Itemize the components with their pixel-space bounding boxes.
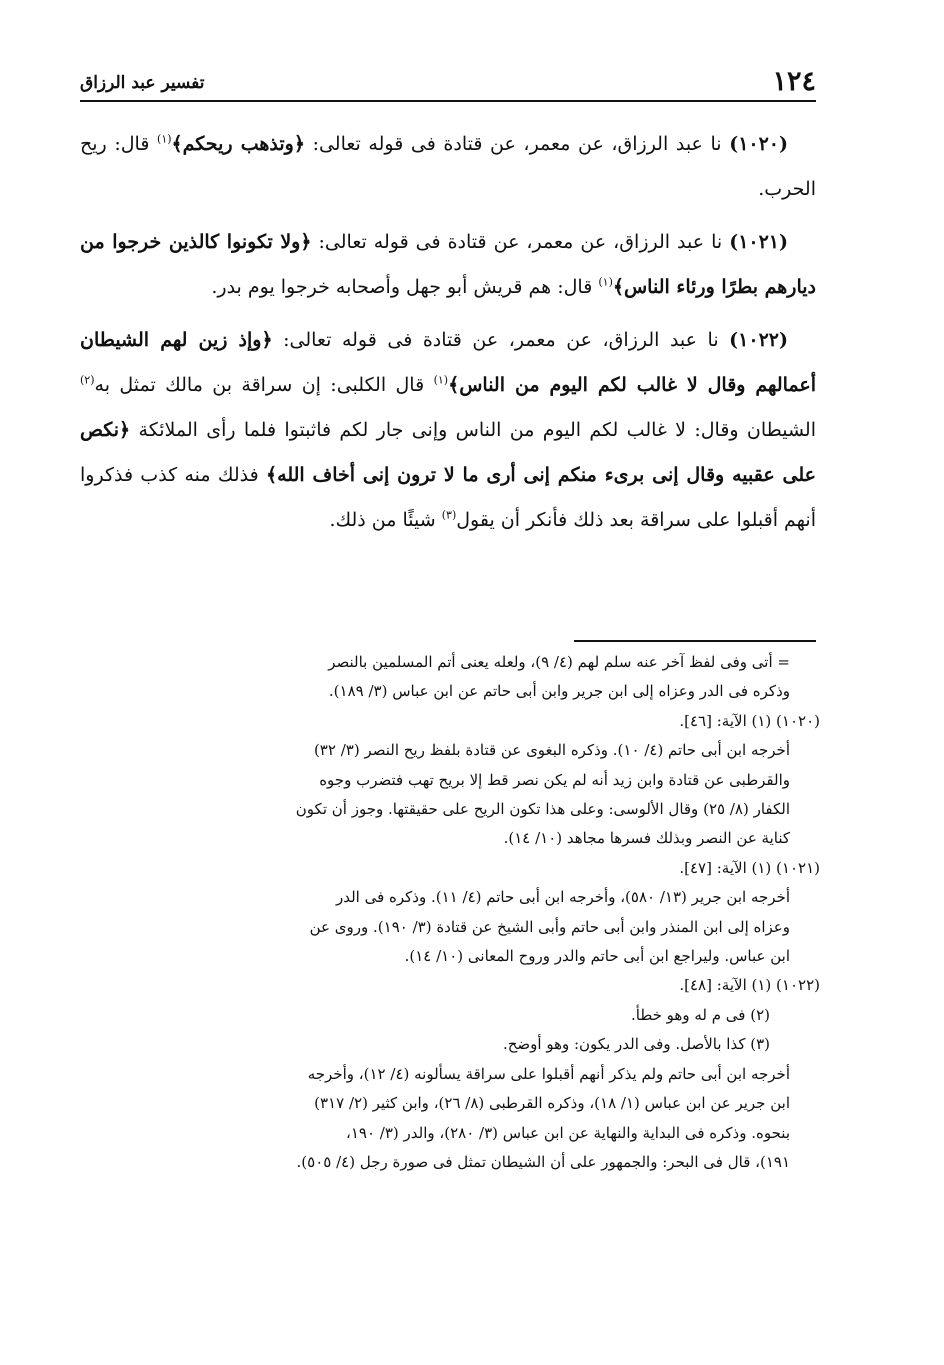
commentary: قال: ريح الحرب. <box>80 133 816 200</box>
footnote-heading: (١٠٢١) (١) الآية: [٤٧]. <box>679 858 820 877</box>
commentary: قال: هم قريش أبو جهل وأصحابه خرجوا يوم بدر. <box>211 276 593 298</box>
footnote-mark: (٢) <box>80 373 95 387</box>
quran-verse: ﴿ولا تكونوا كالذين خرجوا من ديارهم بطرًا ورئاء الناس﴾ <box>80 231 816 298</box>
footnote-line: بنحوه. وذكره فى البداية والنهاية عن ابن عباس (٣/ ٢٨٠)، والدر (٣/ ١٩٠، <box>345 1123 790 1142</box>
footnote-mark: (٣) <box>441 508 457 522</box>
entry-number: (١٠٢٠) <box>729 133 789 155</box>
footnote-line: كناية عن النصر وبذلك فسرها مجاهد (١٠/ ١٤). <box>503 829 790 848</box>
quran-verse: ﴿وتذهب ريحكم﴾ <box>171 133 305 155</box>
footnote-line: أخرجه ابن جرير (١٣/ ٥٨٠)، وأخرجه ابن أبى حاتم (٤/ ١١). وذكره فى الدر <box>335 888 790 907</box>
footnote-mark: (١) <box>157 132 172 146</box>
footnote-line: الكفار (٨/ ٢٥) وقال الألوسى: وعلى هذا تكون الريح على حقيقتها. وجوز أن تكون <box>295 800 790 819</box>
footnote-heading: (١٠٢٢) (١) الآية: [٤٨]. <box>679 976 820 995</box>
footnote-line: ١٩١)، قال فى البحر: والجمهور على أن الشيطان تمثل فى صورة رجل (٤/ ٥٠٥). <box>296 1152 790 1171</box>
isnad: نا عبد الرزاق، عن معمر، عن قتادة فى قوله تعالى: <box>283 329 719 351</box>
footnote-line: (٢) فى م له وهو خطأ. <box>630 1005 770 1024</box>
main-text <box>80 122 816 551</box>
footnote-line: ابن عباس. وليراجع ابن أبى حاتم والدر وروح المعانى (١٠/ ١٤). <box>404 947 790 966</box>
footnote-line: (٣) كذا بالأصل. وفى الدر يكون: وهو أوضح. <box>502 1035 770 1054</box>
footnote-line: ابن جرير عن ابن عباس (١/ ١٨)، وذكره القرطبى (٨/ ٢٦)، وابن كثير (٢/ ٣١٧) <box>314 1094 790 1113</box>
entry-1022 <box>80 318 816 543</box>
commentary: قال الكلبى: إن سراقة بن مالك تمثل به <box>94 374 425 396</box>
entry-number: (١٠٢٢) <box>729 329 788 351</box>
footnote-heading: (١٠٢٠) (١) الآية: [٤٦]. <box>679 711 820 730</box>
footnote-mark: (١) <box>598 275 613 289</box>
commentary: فذلك منه كذب فذكروا أنهم أقبلوا على سراقة بعد ذلك فأنكر أن يقول <box>80 464 816 531</box>
entry-1021 <box>80 220 816 310</box>
entry-number: (١٠٢١) <box>729 231 789 253</box>
footnote-line: = أتى وفى لفظ آخر عنه سلم لهم (٤/ ٩)، ولعله يعنى أتم المسلمين بالنصر <box>328 653 790 671</box>
running-header <box>80 66 816 102</box>
footnotes <box>80 648 820 1177</box>
commentary: الشيطان وقال: لا غالب لكم اليوم من الناس وإنى جار لكم فاثبتوا فلما رأى الملائكة <box>138 419 817 441</box>
footnote-line: وذكره فى الدر وعزاه إلى ابن جرير وابن أبى حاتم عن ابن عباس (٣/ ١٨٩). <box>328 682 790 701</box>
commentary: شيئًا من ذلك. <box>329 509 436 531</box>
footnote-line: وعزاه إلى ابن المنذر وابن أبى حاتم وأبى الشيخ عن قتادة (٣/ ١٩٠). وروى عن <box>309 917 790 936</box>
page-number: ١٢٤ <box>772 66 816 97</box>
entry-1020 <box>80 122 816 212</box>
footnote-mark: (١) <box>433 373 449 387</box>
footnote-line: والقرطبى عن قتادة وابن زيد أنه لم يكن نصر قط إلا بريح تهب فتضرب وجوه <box>319 770 790 789</box>
footnote-divider <box>574 640 816 642</box>
isnad: نا عبد الرزاق، عن معمر، عن قتادة فى قوله تعالى: <box>312 133 722 155</box>
footnote-line: أخرجه ابن أبى حاتم (٤/ ١٠). وذكره البغوى عن قتادة بلفظ ريح النصر (٣/ ٣٢) <box>313 741 790 760</box>
quran-verse: ﴿نكص على عقبيه وقال إنى برىء منكم إنى أرى ما لا ترون إنى أخاف الله﴾ <box>80 419 816 486</box>
book-title: تفسير عبد الرزاق <box>80 73 205 93</box>
footnote-line: أخرجه ابن أبى حاتم ولم يذكر أنهم أقبلوا على سراقة يسألونه (٤/ ١٢)، وأخرجه <box>307 1064 790 1083</box>
quran-verse: ﴿وإذ زين لهم الشيطان أعمالهم وقال لا غالب لكم اليوم من الناس﴾ <box>80 329 816 396</box>
isnad: نا عبد الرزاق، عن معمر، عن قتادة فى قوله تعالى: <box>318 231 723 253</box>
